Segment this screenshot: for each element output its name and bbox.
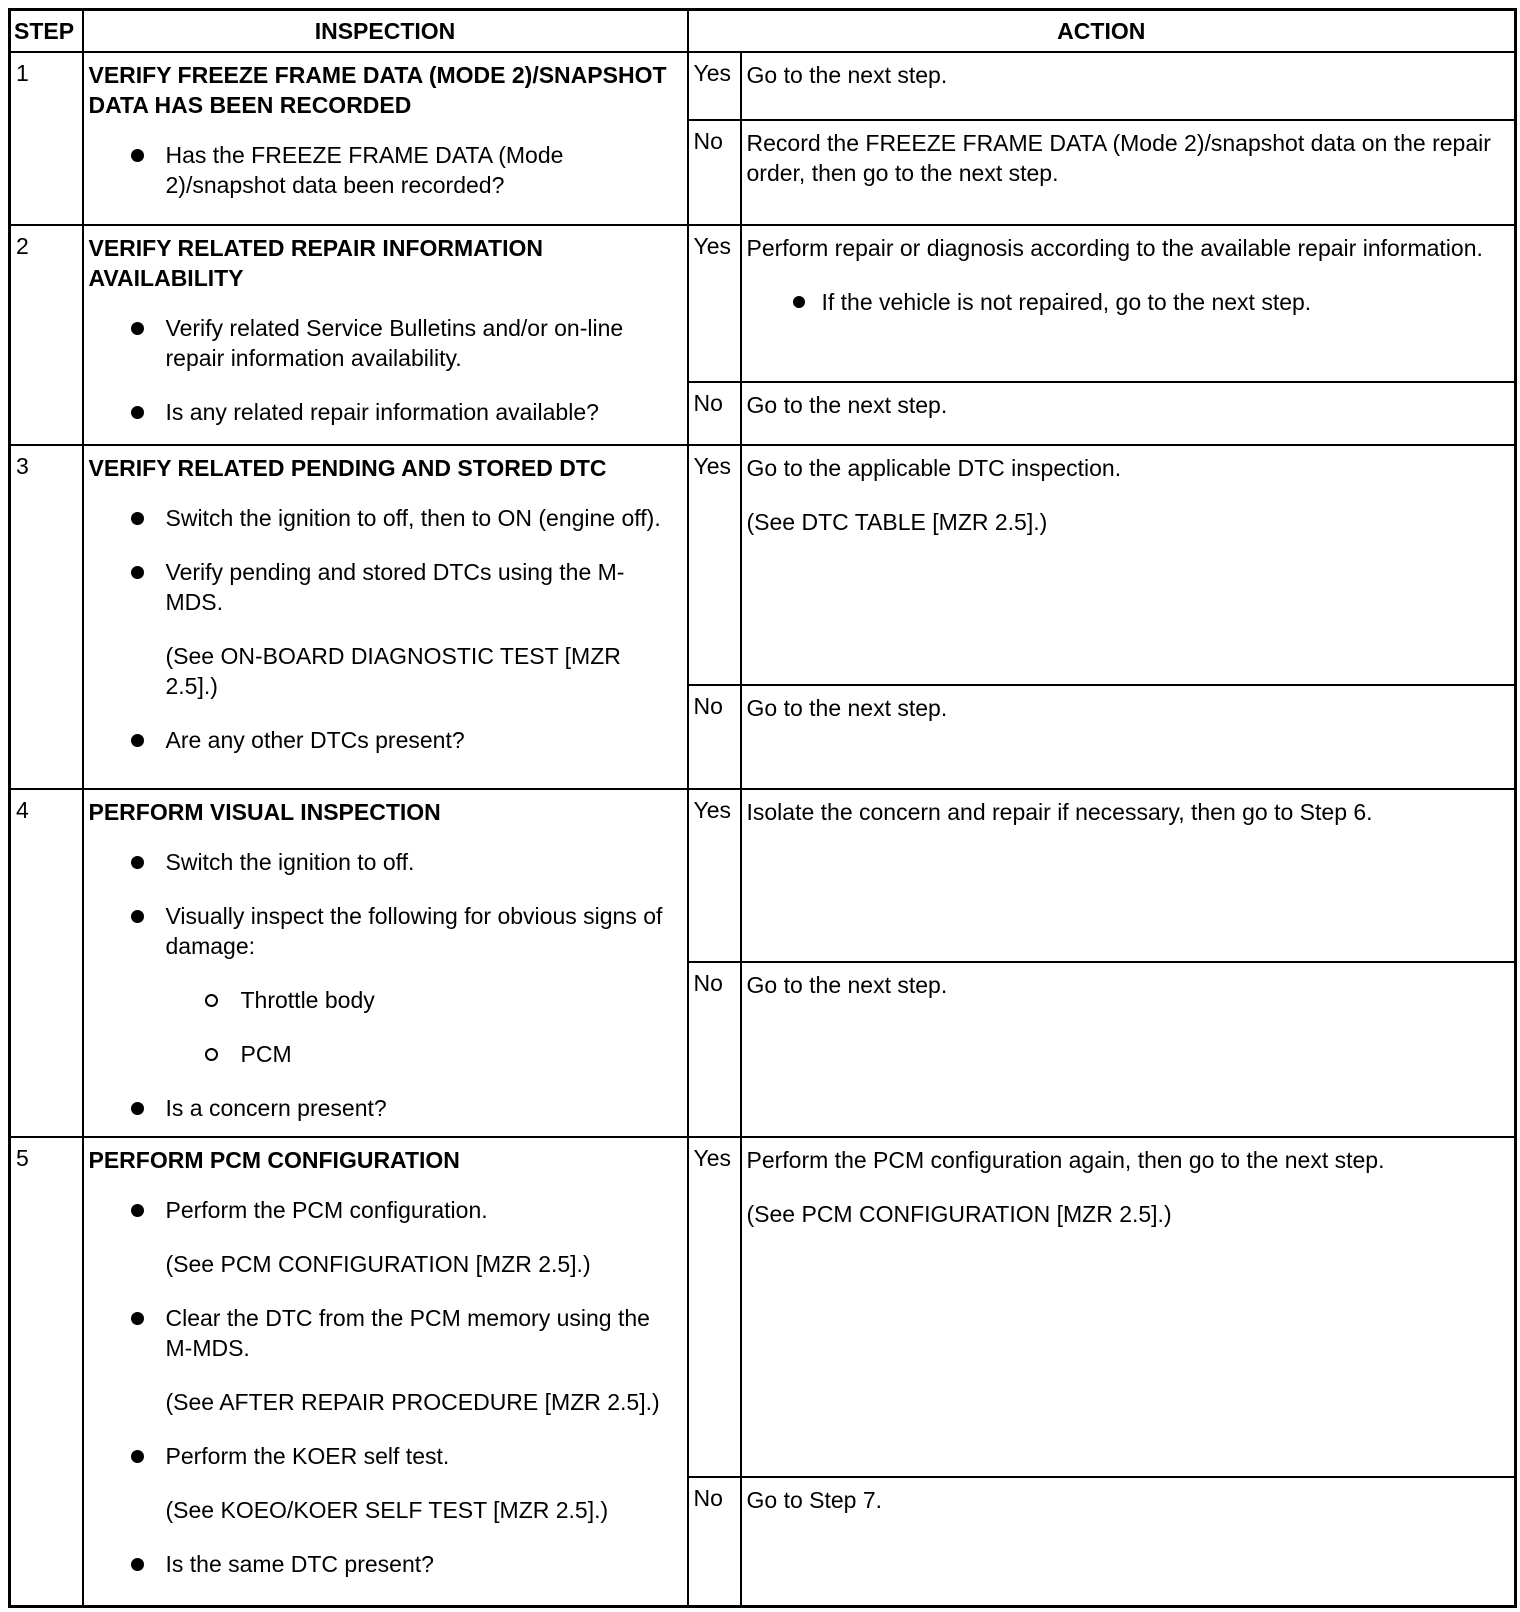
action-text: Go to the next step.: [746, 972, 948, 998]
action-note: (See DTC TABLE [MZR 2.5].): [746, 509, 1048, 535]
inspection-item: Switch the ignition to off, then to ON (engine off).: [89, 503, 682, 533]
inspection-item: Is any related repair information available?: [89, 397, 682, 427]
step-title: VERIFY RELATED PENDING AND STORED DTC: [88, 455, 607, 481]
action-text: Go to the next step.: [746, 392, 948, 418]
yes-label: Yes: [688, 445, 741, 685]
yes-label: Yes: [688, 225, 741, 382]
action-text: Isolate the concern and repair if necessary, then go to Step 6.: [746, 799, 1373, 825]
step-inspection: [83, 225, 688, 445]
no-label: No: [688, 382, 741, 445]
inspection-item: Verify related Service Bulletins and/or on-line repair information availability.: [89, 313, 682, 373]
no-label: No: [688, 685, 741, 789]
no-label: No: [688, 962, 741, 1137]
inspection-note: (See ON-BOARD DIAGNOSTIC TEST [MZR 2.5].): [165, 643, 621, 699]
step-column-header: STEP: [10, 10, 83, 53]
inspection-item: Is the same DTC present?: [89, 1549, 682, 1579]
yes-label: Yes: [688, 1137, 741, 1477]
inspection-note: (See KOEO/KOER SELF TEST [MZR 2.5].): [165, 1497, 609, 1523]
inspection-item: Verify pending and stored DTCs using the M-MDS.: [89, 557, 682, 617]
step-number: 5: [10, 1137, 83, 1607]
action-text: Perform the PCM configuration again, then go to the next step.: [746, 1147, 1385, 1173]
action-column-header: ACTION: [688, 10, 1516, 53]
inspection-subitem: Throttle body: [89, 985, 682, 1015]
inspection-item: Perform the PCM configuration.: [89, 1195, 682, 1225]
yes-action: [741, 1137, 1516, 1477]
step-number: 1: [10, 52, 83, 225]
inspection-subitem: PCM: [89, 1039, 682, 1069]
no-label: No: [688, 1477, 741, 1607]
yes-action: [741, 789, 1516, 962]
step-5-yes-row: [10, 1137, 1516, 1477]
step-inspection: [83, 1137, 688, 1607]
inspection-item: Are any other DTCs present?: [89, 725, 682, 755]
inspection-column-header: INSPECTION: [83, 10, 688, 53]
inspection-note: (See PCM CONFIGURATION [MZR 2.5].): [165, 1251, 591, 1277]
yes-action: [741, 52, 1516, 120]
action-text: Go to the next step.: [746, 695, 948, 721]
action-text: Perform repair or diagnosis according to the available repair information.: [746, 235, 1483, 261]
no-action: [741, 382, 1516, 445]
inspection-item: Has the FREEZE FRAME DATA (Mode 2)/snapshot data been recorded?: [89, 140, 682, 200]
inspection-item: Perform the KOER self test.: [89, 1441, 682, 1471]
no-action: [741, 1477, 1516, 1607]
step-inspection: [83, 445, 688, 789]
no-action: [741, 120, 1516, 225]
header-row: [10, 10, 1516, 53]
inspection-item: Clear the DTC from the PCM memory using the M-MDS.: [89, 1303, 682, 1363]
action-text: Record the FREEZE FRAME DATA (Mode 2)/snapshot data on the repair order, then go to the next step.: [746, 130, 1491, 187]
diagnostic-procedure-table: [8, 8, 1517, 1608]
no-action: [741, 962, 1516, 1137]
yes-action: [741, 225, 1516, 382]
step-4-yes-row: [10, 789, 1516, 962]
action-note: (See PCM CONFIGURATION [MZR 2.5].): [746, 1201, 1172, 1227]
step-inspection: [83, 52, 688, 225]
yes-action: [741, 445, 1516, 685]
action-text: Go to the next step.: [746, 62, 948, 88]
inspection-item: Visually inspect the following for obvious signs of damage:: [89, 901, 682, 961]
yes-label: Yes: [688, 52, 741, 120]
inspection-item: Switch the ignition to off.: [89, 847, 682, 877]
no-action: [741, 685, 1516, 789]
inspection-note: (See AFTER REPAIR PROCEDURE [MZR 2.5].): [165, 1389, 660, 1415]
step-number: 4: [10, 789, 83, 1137]
action-bullet: If the vehicle is not repaired, go to the next step.: [747, 287, 1510, 317]
step-2-yes-row: [10, 225, 1516, 382]
step-title: PERFORM VISUAL INSPECTION: [88, 799, 441, 825]
step-title: VERIFY RELATED REPAIR INFORMATION AVAILABILITY: [88, 235, 543, 291]
inspection-item: Is a concern present?: [89, 1093, 682, 1123]
action-text: Go to the applicable DTC inspection.: [746, 455, 1122, 481]
step-number: 2: [10, 225, 83, 445]
step-title: PERFORM PCM CONFIGURATION: [88, 1147, 460, 1173]
step-1-yes-row: [10, 52, 1516, 120]
step-title: VERIFY FREEZE FRAME DATA (MODE 2)/SNAPSHOT DATA HAS BEEN RECORDED: [88, 62, 667, 118]
step-inspection: [83, 789, 688, 1137]
no-label: No: [688, 120, 741, 225]
action-text: Go to Step 7.: [746, 1487, 883, 1513]
step-number: 3: [10, 445, 83, 789]
step-3-yes-row: [10, 445, 1516, 685]
yes-label: Yes: [688, 789, 741, 962]
